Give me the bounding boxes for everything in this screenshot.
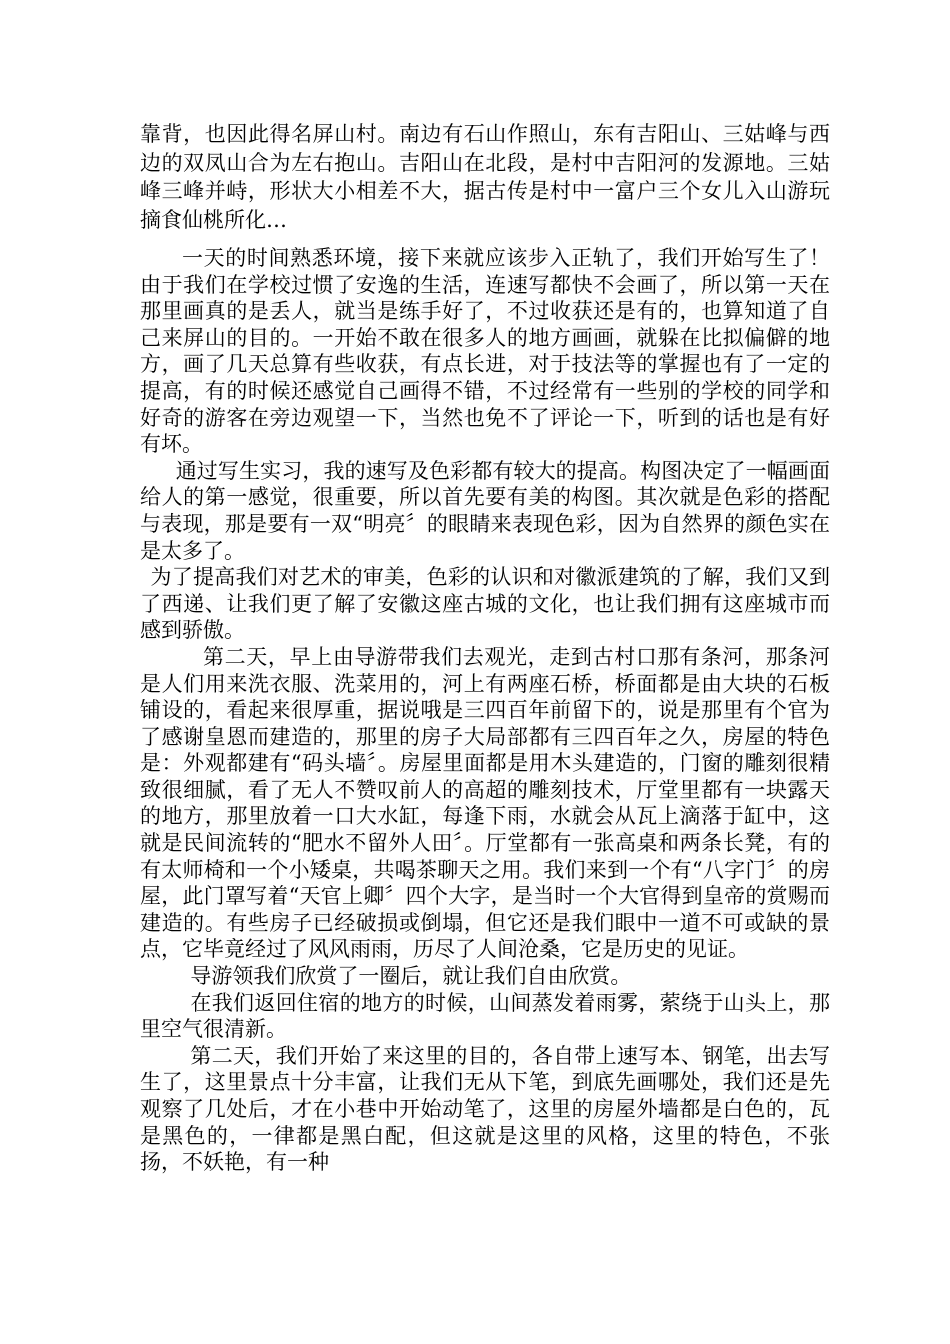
paragraph-pingshan-village-geography: 靠背，也因此得名屏山村。南边有石山作照山，东有吉阳山、三姑峰与西边的双凤山合为左右抱山。吉阳山在北段，是村中吉阳河的发源地。三姑峰三峰并峙，形状大小相差不大，据古传是村中一富户三个女儿入山游玩摘食仙桃所化… xyxy=(140,122,830,232)
document-page xyxy=(140,120,830,1176)
paragraph-return-mist: 在我们返回住宿的地方的时候，山间蒸发着雨雾，萦绕于山头上，那里空气很清新。 xyxy=(140,990,830,1042)
paragraph-sketching-progress: 通过写生实习，我的速写及色彩都有较大的提高。构图决定了一幅画面给人的第一感觉，很重要，所以首先要有美的构图。其次就是色彩的搭配与表现，那是要有一双“明亮〞的眼睛来表现色彩，因为自然界的颜色实在是太多了。 xyxy=(140,458,830,563)
paragraph-first-day-sketching: 一天的时间熟悉环境，接下来就应该步入正轨了，我们开始写生了！由于我们在学校过惯了安逸的生活，连速写都快不会画了，所以第一天在那里画真的是丢人，就当是练手好了，不过收获还是有的，也算知道了自己来屏山的目的。一开始不敢在很多人的地方画画，就躲在比拟偏僻的地方，画了几天总算有些收获，有点长进，对于技法等的掌握也有了一定的提高，有的时候还感觉自己画得不错，不过经常有一些别的学校的同学和好奇的游客在旁边观望一下，当然也免不了评论一下，听到的话也是有好有坏。 xyxy=(140,246,830,457)
paragraph-free-viewing: 导游领我们欣赏了一圈后，就让我们自由欣赏。 xyxy=(190,964,632,989)
paragraph-second-day-sketching: 第二天，我们开始了来这里的目的，各自带上速写本、钢笔，出去写生了，这里景点十分丰富，让我们无从下笔，到底先画哪处，我们还是先观察了几处后，才在小巷中开始动笔了，这里的房屋外墙都是白色的，瓦是黑色的，一律都是黑白配，但这就是这里的风格，这里的特色，不张扬，不妖艳，有一种 xyxy=(140,1043,830,1175)
paragraph-xidi-visit: 为了提高我们对艺术的审美，色彩的认识和对徽派建筑的了解，我们又到了西递、让我们更了解了安徽这座古城的文化，也让我们拥有这座城市而感到骄傲。 xyxy=(140,565,830,643)
paragraph-second-day-tour: 第二天，早上由导游带我们去观光，走到古村口那有条河，那条河是人们用来洗衣服、洗菜用的，河上有两座石桥，桥面都是由大块的石板铺设的，看起来很厚重，据说哦是三四百年前留下的，说是那里有个官为了感谢皇恩而建造的，那里的房子大局部都有三四百年之久，房屋的特色是：外观都建有“码头墙〞。房屋里面都是用木头建造的，门窗的雕刻很精致很细腻，看了无人不赞叹前人的高超的雕刻技术，厅堂里都有一块露天的地方，那里放着一口大水缸，每逢下雨，水就会从瓦上滴落于缸中，这就是民间流转的“肥水不留外人田〞。厅堂都有一张高桌和两条长凳，有的有太师椅和一个小矮桌，共喝茶聊天之用。我们来到一个有“八字门〞的房屋，此门罩写着“天官上卿〞四个大字，是当时一个大官得到皇帝的赏赐而建造的。有些房子已经破损或倒塌，但它还是我们眼中一道不可或缺的景点，它毕竟经过了风风雨雨，历尽了人间沧桑，它是历史的见证。 xyxy=(140,644,830,962)
